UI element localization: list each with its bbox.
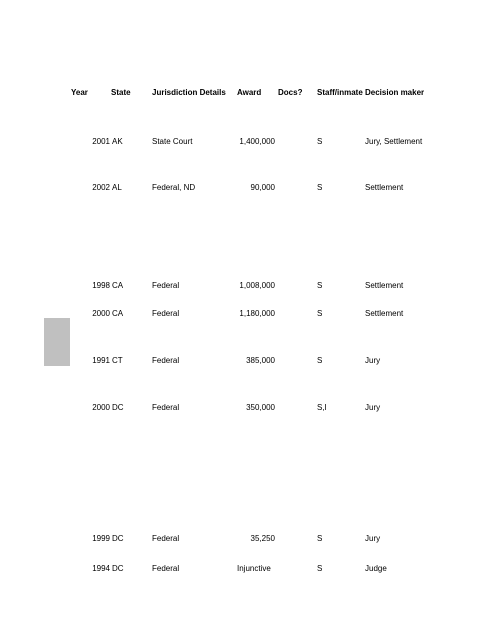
cell-state: DC — [112, 403, 124, 412]
header-decision-maker: Decision maker — [365, 88, 425, 97]
cell-decision: Jury — [365, 356, 381, 365]
gray-tab-marker — [44, 318, 70, 366]
cell-jurisdiction: State Court — [152, 137, 193, 146]
cell-award: 35,250 — [250, 534, 275, 543]
cell-staff: S — [317, 564, 323, 573]
cell-state: CT — [112, 356, 123, 365]
header-docs: Docs? — [278, 88, 303, 97]
cell-state: DC — [112, 534, 124, 543]
cell-award: 350,000 — [246, 403, 275, 412]
cell-jurisdiction: Federal — [152, 403, 180, 412]
cell-year: 2001 — [92, 137, 110, 146]
cell-staff: S — [317, 137, 323, 146]
header-staff-inmate: Staff/inmate — [317, 88, 363, 97]
cell-staff: S — [317, 281, 323, 290]
header-year: Year — [71, 88, 88, 97]
cell-award: 385,000 — [246, 356, 275, 365]
cell-year: 2000 — [92, 309, 110, 318]
cell-award: Injunctive — [237, 564, 271, 573]
cell-award: 90,000 — [250, 183, 275, 192]
cell-state: CA — [112, 309, 124, 318]
cell-jurisdiction: Federal — [152, 534, 180, 543]
cell-award: 1,180,000 — [239, 309, 275, 318]
cell-year: 1999 — [92, 534, 110, 543]
cell-year: 1994 — [92, 564, 110, 573]
cell-staff: S,I — [317, 403, 327, 412]
cell-year: 2000 — [92, 403, 110, 412]
cell-year: 2002 — [92, 183, 110, 192]
cell-year: 1991 — [92, 356, 110, 365]
cell-state: CA — [112, 281, 124, 290]
cell-award: 1,008,000 — [239, 281, 275, 290]
cell-jurisdiction: Federal — [152, 281, 180, 290]
cell-jurisdiction: Federal — [152, 309, 180, 318]
header-jurisdiction: Jurisdiction Details — [152, 88, 226, 97]
cell-year: 1998 — [92, 281, 110, 290]
cell-state: DC — [112, 564, 124, 573]
cell-decision: Jury — [365, 534, 381, 543]
cell-jurisdiction: Federal — [152, 564, 180, 573]
cell-award: 1,400,000 — [239, 137, 275, 146]
cell-decision: Settlement — [365, 183, 404, 192]
cell-decision: Judge — [365, 564, 387, 573]
cell-staff: S — [317, 356, 323, 365]
cell-decision: Jury, Settlement — [365, 137, 423, 146]
header-award: Award — [237, 88, 262, 97]
cell-staff: S — [317, 183, 323, 192]
cell-staff: S — [317, 309, 323, 318]
cell-jurisdiction: Federal, ND — [152, 183, 196, 192]
header-state: State — [111, 88, 131, 97]
cell-decision: Settlement — [365, 309, 404, 318]
cell-decision: Settlement — [365, 281, 404, 290]
cell-jurisdiction: Federal — [152, 356, 180, 365]
cell-decision: Jury — [365, 403, 381, 412]
cell-state: AK — [112, 137, 123, 146]
cell-state: AL — [112, 183, 122, 192]
cell-staff: S — [317, 534, 323, 543]
